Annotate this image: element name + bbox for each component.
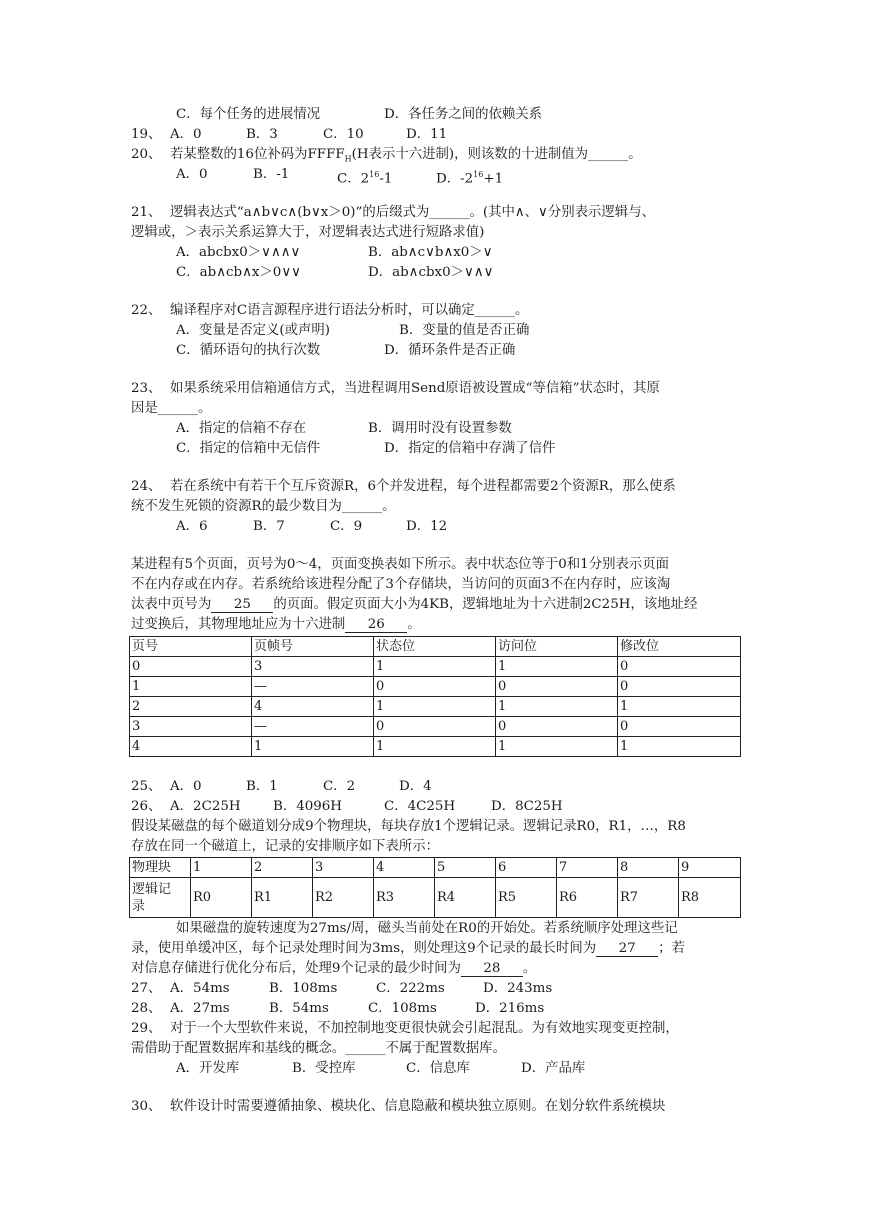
q24-option-b: B．7 [253,519,285,534]
table-cell: — [252,717,374,737]
q20-c-base: C．2 [337,171,370,187]
table-cell: 0 [130,657,252,677]
disk-block-table [129,857,741,918]
table-cell: 3 [252,657,374,677]
disk-table-row-records [130,878,741,918]
q23-stem-line2: 因是______。 [131,401,212,416]
table-cell: 2 [252,858,313,878]
passage27-line4-pre: 录，使用单缓冲区，每个记录处理时间为3ms，则处理这9个记录的最长时间为 [131,941,597,956]
table-cell: 8 [618,858,679,878]
answer-blank-27: 27 [596,941,658,957]
table-cell: 1 [374,737,496,757]
q29-option-b: B．受控库 [292,1061,356,1076]
disk-table-label-line1: 逻辑记 [132,881,172,897]
passage27-line5-post: 。 [522,961,537,976]
disk-table-label-line2: 录 [132,898,146,914]
table-cell: 0 [374,677,496,697]
table-cell: 6 [496,858,557,878]
passage25-line4-pre: 过变换后，其物理地址应为十六进制 [131,617,346,632]
q19-option-a: A．0 [170,127,202,142]
table-cell: R1 [252,878,313,918]
q23-option-a: A．指定的信箱不存在 [176,421,307,436]
q26-option-a: A．2C25H [170,799,241,814]
q23-number: 23、 [131,381,162,396]
q27-number: 27、 [131,981,162,996]
table-cell: 0 [618,677,741,697]
q25-number: 25、 [131,779,162,794]
table-cell: 7 [557,858,618,878]
passage27-line5-pre: 对信息存储进行优化分布后，处理9个记录的最少时间为 [131,961,461,976]
q23-stem-line1 [131,380,660,398]
q29-option-a: A．开发库 [176,1061,240,1076]
q20-stem-text: 若某整数的16位补码为FFFF [169,147,345,162]
q23-option-b: B．调用时没有设置参数 [368,421,512,436]
q21-stem-line2: 逻辑或，＞表示关系运算大于，对逻辑表达式进行短路求值) [131,225,485,240]
q24-stem-line2: 统不发生死锁的资源R的最少数目为______。 [131,499,396,514]
q19-option-d: D．11 [406,127,448,142]
q21-option-c: C．ab∧cb∧x＞0∨∨ [176,265,301,280]
table-cell: R4 [435,878,496,918]
q21-line1-text: 逻辑表达式“a∧b∨c∧(b∨x＞0)”的后缀式为______。(其中∧、∨分别表示逻辑与、 [169,205,655,220]
table-cell: 4 [130,737,252,757]
table-cell: 1 [618,737,741,757]
table-cell: 1 [374,657,496,677]
table-cell: — [252,677,374,697]
passage27-line5 [131,960,536,978]
q29-option-c: C．信息库 [406,1061,470,1076]
q23-line1-text: 如果系统采用信箱通信方式，当进程调用Send原语被设置成“等信箱”状态时，其原 [169,381,660,396]
q22-option-c: C．循环语句的执行次数 [176,343,321,358]
q20-option-b: B．-1 [253,167,290,182]
q22-option-b: B．变量的值是否正确 [399,323,530,338]
table-cell: R2 [313,878,374,918]
page-table-header-cell: 访问位 [496,637,618,657]
q27-option-d: D．243ms [483,981,553,996]
table-cell: 1 [374,697,496,717]
q24-option-c: C．9 [330,519,363,534]
q21-option-a: A．abcbx0＞∨∧∧∨ [176,245,301,260]
passage25-line3 [131,596,697,614]
q18-option-d: D．各任务之间的依赖关系 [384,107,543,122]
q29-line1-text: 对于一个大型软件来说，不加控制地变更很快就会引起混乱。为有效地实现变更控制， [169,1021,679,1036]
q24-number: 24、 [131,479,162,494]
table-cell: 0 [496,677,618,697]
q27-option-c: C．222ms [376,981,445,996]
q23-option-d: D．指定的信箱中存满了信件 [384,441,556,456]
q30-stem-line1 [131,1098,665,1116]
table-cell: R7 [618,878,679,918]
q21-option-b: B．ab∧c∨b∧x0＞∨ [368,245,493,260]
q29-option-d: D．产品库 [521,1061,586,1076]
passage25-line4-post: 。 [407,617,421,632]
page-table [129,636,741,757]
q29-number: 29、 [131,1021,162,1036]
table-cell: 4 [374,858,435,878]
page-table-header [130,637,741,657]
q24-option-d: D．12 [406,519,448,534]
passage25-line4 [131,616,421,634]
passage27-line3: 如果磁盘的旋转速度为27ms/周，磁头当前处在R0的开始处。若系统顺序处理这些记 [176,921,678,936]
q22-stem [131,302,528,320]
disk-table-row-blocks [130,858,741,878]
table-cell: 1 [496,657,618,677]
q21-stem-line1 [131,204,655,222]
q23-option-c: C．指定的信箱中无信件 [176,441,321,456]
q20-d-exp: 16 [473,170,484,179]
q24-stem-line1 [131,478,676,496]
table-cell: 1 [191,858,252,878]
q21-option-d: D．ab∧cbx0＞∨∧∨ [368,265,494,280]
passage27-line4 [131,940,685,958]
table-cell: 3 [313,858,374,878]
q20-stem-rest: (H表示十六进制)，则该数的十进制值为______。 [351,147,642,162]
page-table-header-cell: 修改位 [618,637,741,657]
q19-option-b: B．3 [246,127,278,142]
q26-option-d: D．8C25H [491,799,563,814]
table-cell: R6 [557,878,618,918]
q26-number: 26、 [131,799,162,814]
q20-option-a: A．0 [176,167,208,182]
table-cell: 1 [496,737,618,757]
q20-subscript: H [344,154,352,164]
q25-option-a: A．0 [170,779,202,794]
q30-number: 30、 [131,1099,162,1114]
q20-option-c [337,166,392,188]
q18-option-c: C．每个任务的进展情况 [176,107,321,122]
passage25-line3-pre: 汰表中页号为 [131,597,212,612]
page-table-header-cell: 页号 [130,637,252,657]
table-cell: 0 [618,657,741,677]
q26-option-c: C．4C25H [384,799,456,814]
passage27-line2: 存放在同一个磁道上，记录的安排顺序如下表所示： [131,839,439,854]
q19-option-c: C．10 [323,127,364,142]
table-cell: 1 [618,697,741,717]
disk-table-row-label [130,878,191,918]
q26-option-b: B．4096H [273,799,342,814]
passage27-line4-post: ；若 [658,941,685,956]
q22-number: 22、 [131,303,162,318]
q20-number: 20、 [131,147,162,162]
q28-option-c: C．108ms [368,1001,437,1016]
disk-table-row-label: 物理块 [130,858,191,878]
table-cell: 1 [252,737,374,757]
q27-option-a: A．54ms [170,981,230,996]
table-row [130,657,741,677]
q28-number: 28、 [131,1001,162,1016]
passage25-line3-post: 的页面。假定页面大小为4KB，逻辑地址为十六进制2C25H，该地址经 [273,597,698,612]
table-row [130,697,741,717]
table-cell: R3 [374,878,435,918]
table-cell: 9 [679,858,741,878]
table-cell: 0 [618,717,741,737]
table-cell: 0 [374,717,496,737]
table-row [130,737,741,757]
q24-line1-text: 若在系统中有若干个互斥资源R，6个并发进程，每个进程都需要2个资源R，那么使系 [169,479,676,494]
q22-option-a: A．变量是否定义(或声明) [176,323,331,338]
table-cell: R5 [496,878,557,918]
table-row [130,717,741,737]
q21-number: 21、 [131,205,162,220]
q20-c-exp: 16 [369,170,380,179]
q19-number: 19、 [131,127,162,142]
q29-stem-line1 [131,1020,679,1038]
table-cell: 1 [496,697,618,717]
q20-c-rest: -1 [379,171,393,187]
q28-option-d: D．216ms [475,1001,545,1016]
page-table-header-cell: 状态位 [374,637,496,657]
q20-d-rest: +1 [483,171,504,187]
q20-option-d [436,166,503,188]
q25-option-c: C．2 [323,779,356,794]
q30-line1-text: 软件设计时需要遵循抽象、模块化、信息隐蔽和模块独立原则。在划分软件系统模块 [169,1099,666,1114]
passage25-line1: 某进程有5个页面，页号为0～4，页面变换表如下所示。表中状态位等于0和1分别表示页面 [131,557,670,572]
q25-option-b: B．1 [246,779,278,794]
page-table-header-cell: 页帧号 [252,637,374,657]
q22-option-d: D．循环条件是否正确 [384,343,516,358]
q28-option-a: A．27ms [170,1001,230,1016]
table-cell: 5 [435,858,496,878]
answer-blank-26: 26 [345,617,407,633]
passage27-line1: 假设某磁盘的每个磁道划分成9个物理块，每块存放1个逻辑记录。逻辑记录R0，R1，…，R8 [131,819,686,834]
table-cell: 2 [130,697,252,717]
table-row [130,677,741,697]
table-cell: 0 [496,717,618,737]
q27-option-b: B．108ms [269,981,338,996]
q25-option-d: D．4 [399,779,432,794]
q28-option-b: B．54ms [269,1001,329,1016]
table-cell: R8 [679,878,741,918]
q20-d-base: D．-2 [436,171,474,187]
answer-blank-25: 25 [211,597,273,613]
table-cell: 3 [130,717,252,737]
answer-blank-28: 28 [461,961,523,977]
passage25-line2: 不在内存或在内存。若系统给该进程分配了3个存储块，当访问的页面3不在内存时，应该淘 [131,577,671,592]
q29-stem-line2: 需借助于配置数据库和基线的概念。______不属于配置数据库。 [131,1041,506,1056]
q24-option-a: A．6 [176,519,208,534]
table-cell: 4 [252,697,374,717]
table-cell: 1 [130,677,252,697]
q22-stem-text: 编译程序对C语言源程序进行语法分析时，可以确定______。 [169,303,529,318]
table-cell: R0 [191,878,252,918]
